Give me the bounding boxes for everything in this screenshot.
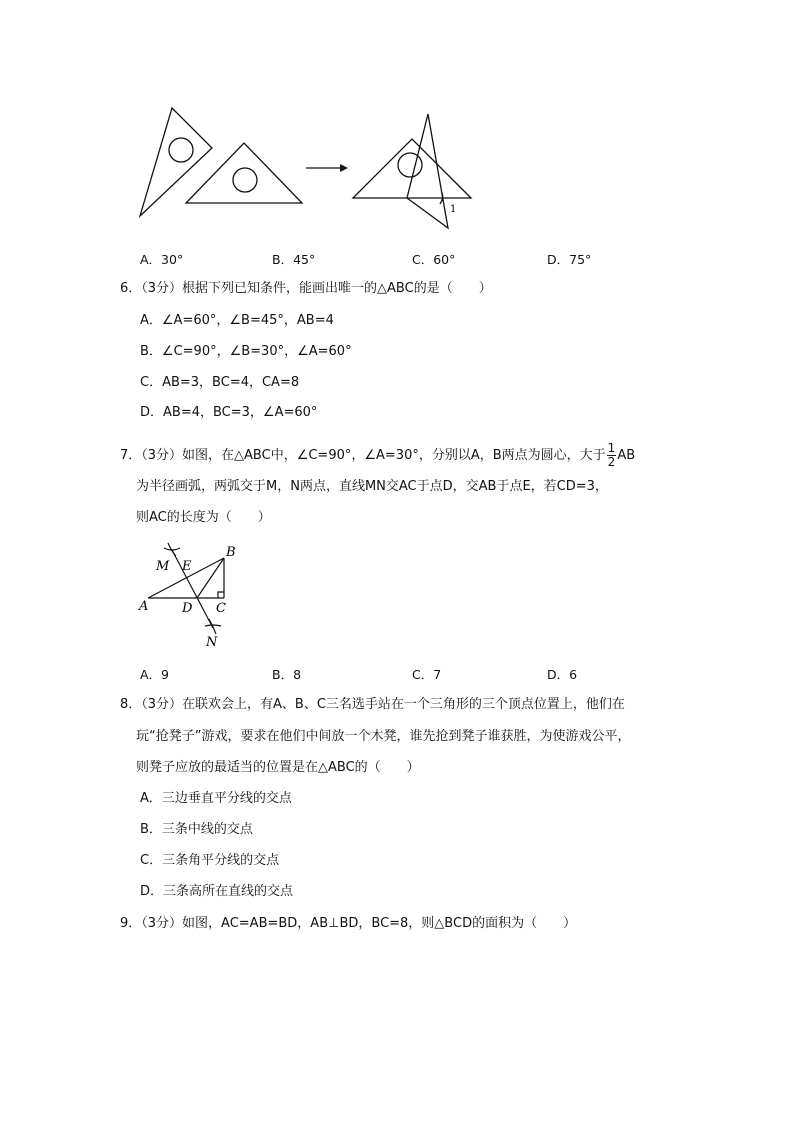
q5-choice-a[interactable]: A．30° bbox=[140, 252, 184, 267]
q5-choice-d[interactable]: D．75° bbox=[547, 252, 592, 267]
q7-stem-line1 bbox=[120, 442, 635, 469]
q7-fraction bbox=[607, 442, 617, 469]
q6-stem: 6．（3分）根据下列已知条件，能画出唯一的△ABC的是（ ） bbox=[120, 281, 492, 296]
q6-option-d[interactable]: D．AB=4，BC=3，∠A=60° bbox=[140, 405, 318, 420]
flat-set-square bbox=[186, 143, 302, 203]
q7-stem-text: 7．（3分）如图，在△ABC中，∠C=90°，∠A=30°，分别以A，B两点为圆心，大于 bbox=[120, 448, 606, 463]
q5-choice-c[interactable]: C．60° bbox=[412, 252, 456, 267]
q5-triangles-figure bbox=[128, 100, 488, 240]
q7-choice-d[interactable]: D．6 bbox=[547, 667, 578, 682]
q8-option-c[interactable]: C．三条角平分线的交点 bbox=[140, 853, 280, 868]
q7-stem-line3: 则AC的长度为（ ） bbox=[136, 510, 271, 525]
tilted-set-square bbox=[140, 108, 212, 216]
q7-label-b: B bbox=[226, 545, 236, 560]
q7-label-d: D bbox=[182, 601, 193, 616]
q7-label-m: M bbox=[156, 559, 170, 574]
q7-triangle-figure bbox=[134, 540, 244, 650]
q8-option-d[interactable]: D．三条高所在直线的交点 bbox=[140, 884, 294, 899]
q7-label-c: C bbox=[216, 601, 226, 616]
q8-stem-line3: 则凳子应放的最适当的位置是在△ABC的（ ） bbox=[136, 760, 420, 775]
q7-choice-c[interactable]: C．7 bbox=[412, 667, 442, 682]
q7-label-n: N bbox=[206, 635, 218, 650]
q7-choice-a[interactable]: A．9 bbox=[140, 667, 170, 682]
q9-stem: 9．（3分）如图，AC=AB=BD，AB⊥BD，BC=8，则△BCD的面积为（ ） bbox=[120, 916, 577, 931]
q5-angle-label: 1 bbox=[450, 204, 457, 215]
q6-option-b[interactable]: B．∠C=90°，∠B=30°，∠A=60° bbox=[140, 344, 352, 359]
q7-choice-b[interactable]: B．8 bbox=[272, 667, 302, 682]
q7-frac-num: 1 bbox=[607, 441, 616, 455]
q8-stem-line2: 玩“抢凳子”游戏，要求在他们中间放一个木凳，谁先抢到凳子谁获胜，为使游戏公平， bbox=[136, 729, 631, 744]
q7-frac-den: 2 bbox=[607, 455, 616, 469]
q7-label-e: E bbox=[182, 559, 192, 574]
q7-stem-line2: 为半径画弧，两弧交于M，N两点，直线MN交AC于点D，交AB于点E，若CD=3， bbox=[136, 479, 608, 494]
q8-option-b[interactable]: B．三条中线的交点 bbox=[140, 822, 253, 837]
q6-option-a[interactable]: A．∠A=60°，∠B=45°，AB=4 bbox=[140, 313, 334, 328]
q7-label-a: A bbox=[139, 599, 149, 614]
q8-option-a[interactable]: A．三边垂直平分线的交点 bbox=[140, 791, 292, 806]
overlap-flat-square bbox=[353, 139, 471, 198]
q8-stem-line1: 8．（3分）在联欢会上，有A、B、C三名选手站在一个三角形的三个顶点位置上，他们在 bbox=[120, 697, 625, 712]
q5-choice-b[interactable]: B．45° bbox=[272, 252, 316, 267]
q6-option-c[interactable]: C．AB=3，BC=4，CA=8 bbox=[140, 375, 300, 390]
overlap-tilted-square bbox=[407, 114, 448, 228]
q7-frac-after: AB bbox=[617, 448, 636, 463]
